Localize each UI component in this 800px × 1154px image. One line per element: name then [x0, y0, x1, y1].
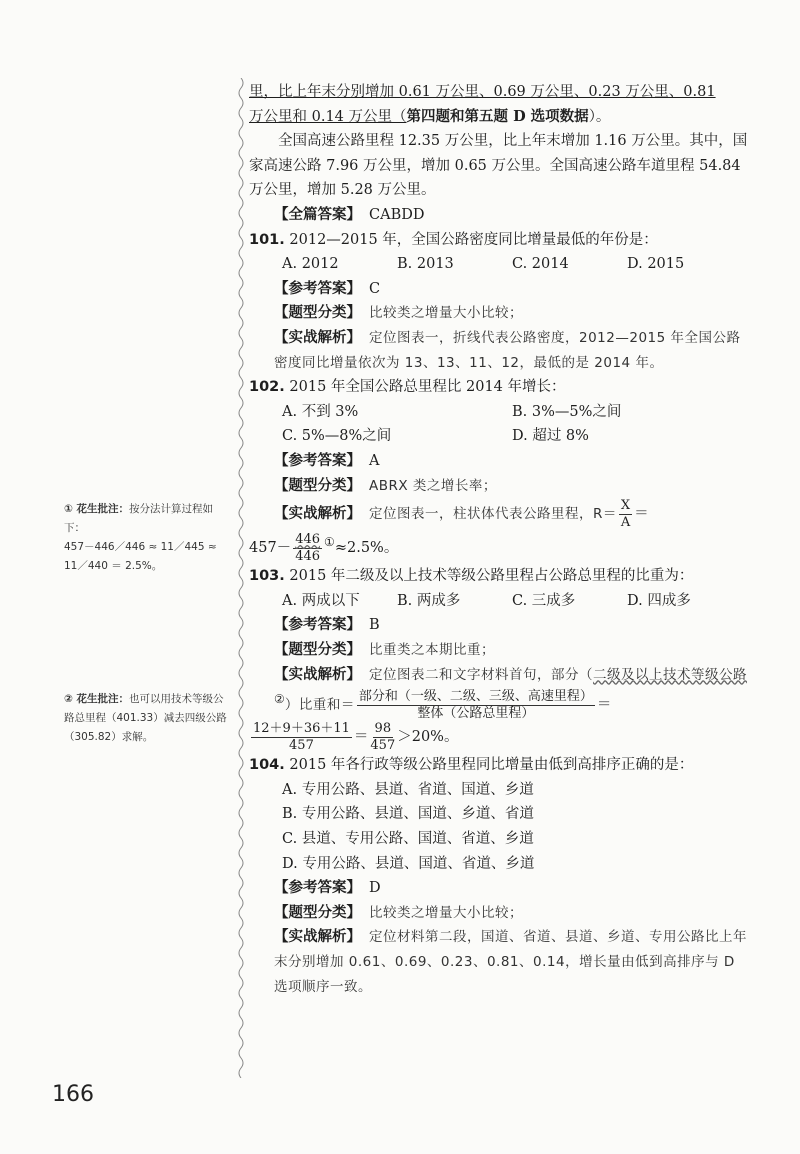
q104-option-a: A. 专用公路、县道、省道、国道、乡道 — [282, 781, 534, 798]
q103-frac-den: 整体（公路总里程） — [417, 705, 535, 721]
sidenote-1-title: ① 花生批注： — [64, 503, 130, 515]
q101-option-c: C. 2014 — [512, 256, 569, 273]
q104-text: 2015 年各行政等级公路里程同比增量由低到高排序正确的是： — [289, 757, 694, 774]
q104-number: 104. — [249, 757, 285, 774]
q103-options — [249, 589, 749, 614]
q102-footnote-mark: ① — [324, 535, 335, 550]
q103-calc-frac1-den: 457 — [289, 737, 314, 753]
q102-calc-result: ≈2.5%。 — [334, 540, 399, 557]
q104-option-b: B. 专用公路、县道、国道、乡道、省道 — [282, 806, 534, 823]
q104-option-d: D. 专用公路、县道、国道、省道、乡道 — [282, 855, 535, 872]
intro-line-2a: 万公里和 0.14 万公里（ — [249, 108, 407, 125]
q103-frac-num: 部分和（一级、二级、三级、高速里程） — [358, 688, 593, 704]
q103-analysis-wavy: 二级及以上技术等级公路 — [593, 666, 747, 683]
q102-frac-num: X — [620, 498, 631, 514]
intro-paragraph-2: 全国高速公路里程 12.35 万公里，比上年末增加 1.16 万公里。其中，国家高速公路 7.96 万公里，增加 0.65 万公里。全国高速公路车道里程 54.84 万公里，增加 5.28 万公里。 — [249, 133, 748, 199]
q103-analysis-row — [249, 663, 749, 722]
q104-analysis: 定位材料第二段，国道、省道、县道、乡道、专用公路比上年末分别增加 0.61、0.69、0.23、0.81、0.14，增长量由低到高排序与 D 选项顺序一致。 — [274, 929, 747, 995]
q102-option-a: A. 不到 3% — [282, 403, 359, 420]
q103-calc-fraction-1 — [251, 721, 352, 753]
q104-answer: D — [369, 880, 381, 897]
q101-option-d: D. 2015 — [627, 256, 685, 273]
intro-line-2 — [249, 105, 749, 130]
q101-type-row — [249, 301, 749, 326]
type-tag: 【题型分类】 — [274, 477, 361, 494]
q103-text: 2015 年二级及以上技术等级公路里程占公路总里程的比重为： — [289, 568, 694, 585]
q101-option-a: A. 2012 — [282, 256, 339, 273]
margin-wavy-line — [236, 78, 246, 1078]
q103-calc-fraction-2 — [370, 721, 395, 753]
q103-calc-frac2-den: 457 — [370, 737, 396, 753]
q103-calc-result: ＞20%。 — [397, 729, 459, 746]
answer-tag: 【参考答案】 — [274, 280, 361, 297]
q103-footnote-mark: ② — [274, 692, 285, 707]
q103-answer-row — [249, 613, 749, 638]
q101-question — [249, 228, 749, 253]
page-number: 166 — [52, 1082, 94, 1107]
q102-type: ABRX 类之增长率； — [369, 477, 497, 494]
q103-calc-frac1-num: 12＋9＋36＋11 — [253, 721, 350, 737]
q103-option-a: A. 两成以下 — [282, 592, 360, 609]
analysis-tag: 【实战解析】 — [274, 929, 361, 946]
q103-answer: B — [369, 617, 380, 634]
q102-calc-fraction — [293, 532, 322, 564]
q101-answer-row — [249, 277, 749, 302]
q103-type-row — [249, 638, 749, 663]
full-answer-tag: 【全篇答案】 — [274, 206, 361, 223]
sidenote-1-body — [64, 500, 232, 538]
q103-option-d: D. 四成多 — [627, 592, 691, 609]
answer-tag: 【参考答案】 — [274, 880, 361, 897]
q104-option-c: C. 县道、专用公路、国道、省道、乡道 — [282, 831, 534, 848]
q102-answer: A — [369, 452, 380, 469]
q102-frac-den: A — [620, 514, 631, 530]
q102-calc-lead: 457－ — [249, 540, 292, 557]
q102-analysis-eq: ＝ — [634, 506, 649, 523]
q103-analysis-c: ＝ — [596, 697, 612, 713]
q102-analysis-lead: 定位图表一，柱状体代表公路里程，R＝ — [369, 506, 617, 523]
q103-calc-frac2-num: 98 — [374, 721, 392, 737]
q103-calc-mid: ＝ — [353, 729, 369, 746]
q104-type: 比较类之增量大小比较； — [369, 904, 523, 921]
q101-text: 2012—2015 年，全国公路密度同比增量最低的年份是： — [289, 231, 658, 248]
q101-answer: C — [369, 280, 381, 297]
q104-answer-row — [249, 876, 749, 901]
q101-options — [249, 252, 749, 277]
intro-line-2b: 第四题和第五题 D 选项数据 — [406, 107, 589, 125]
intro-line-1: 里，比上年末分别增加 0.61 万公里、0.69 万公里、0.23 万公里、0.81 — [249, 84, 716, 100]
q102-option-c: C. 5%—8%之间 — [282, 428, 392, 445]
type-tag: 【题型分类】 — [274, 305, 361, 322]
q102-calc-frac-den: 446 — [295, 548, 321, 564]
q104-type-row — [249, 901, 749, 926]
q103-analysis-a: 定位图表二和文字材料首句，部分（ — [369, 666, 593, 683]
q101-analysis: 定位图表一，折线代表公路密度，2012—2015 年全国公路密度同比增量依次为 13、13、11、12，最低的是 2014 年。 — [274, 329, 741, 371]
q102-calc-row — [249, 530, 749, 564]
q102-question — [249, 375, 749, 400]
q103-number: 103. — [249, 568, 285, 585]
intro-line-2c: ）。 — [588, 108, 611, 125]
full-answer-value: CABDD — [369, 206, 425, 223]
sidenote-1-text: 按分法计算过程如下： — [64, 503, 214, 534]
analysis-tag: 【实战解析】 — [274, 329, 361, 346]
main-text-column — [249, 80, 749, 999]
q102-option-b: B. 3%—5%之间 — [512, 403, 622, 420]
q101-type: 比较类之增量大小比较； — [369, 305, 523, 322]
analysis-tag: 【实战解析】 — [274, 506, 361, 523]
q102-options-row-1 — [249, 400, 749, 425]
q103-option-c: C. 三成多 — [512, 592, 576, 609]
q103-question — [249, 564, 749, 589]
sidenote-1-expr: 457－446／446 ≈ 11／445 ≈ 11／440 ＝ 2.5%。 — [64, 541, 217, 572]
q101-number: 101. — [249, 231, 285, 248]
q102-calc-frac-num: 446 — [295, 532, 321, 548]
q102-option-d: D. 超过 8% — [512, 428, 589, 445]
q102-number: 102. — [249, 379, 285, 396]
q103-analysis-b: ）比重和＝ — [284, 697, 355, 713]
sidenote-2-text: 也可以用技术等级公路总里程（401.33）减去四级公路（305.82）求解。 — [64, 693, 227, 743]
q102-formula-fraction — [619, 498, 632, 530]
q101-option-b: B. 2013 — [397, 256, 454, 273]
q103-option-b: B. 两成多 — [397, 592, 461, 609]
sidenote-2-title: ② 花生批注： — [64, 693, 130, 705]
full-answer-row — [249, 203, 749, 228]
type-tag: 【题型分类】 — [274, 641, 361, 658]
q103-calc-row — [249, 721, 749, 753]
analysis-tag: 【实战解析】 — [274, 666, 361, 683]
q101-analysis-row — [249, 326, 749, 375]
q102-options-row-2 — [249, 424, 749, 449]
q102-type-row — [249, 474, 749, 499]
q103-type: 比重类之本期比重； — [369, 641, 495, 658]
type-tag: 【题型分类】 — [274, 904, 361, 921]
answer-tag: 【参考答案】 — [274, 617, 361, 634]
answer-tag: 【参考答案】 — [274, 452, 361, 469]
q102-answer-row — [249, 449, 749, 474]
sidenote-1 — [64, 500, 232, 576]
q102-text: 2015 年全国公路总里程比 2014 年增长： — [289, 379, 566, 396]
q103-formula-fraction — [357, 689, 595, 721]
q102-analysis-row — [249, 498, 749, 530]
sidenote-2 — [64, 690, 232, 747]
q104-question — [249, 753, 749, 778]
q104-analysis-row — [249, 925, 749, 999]
